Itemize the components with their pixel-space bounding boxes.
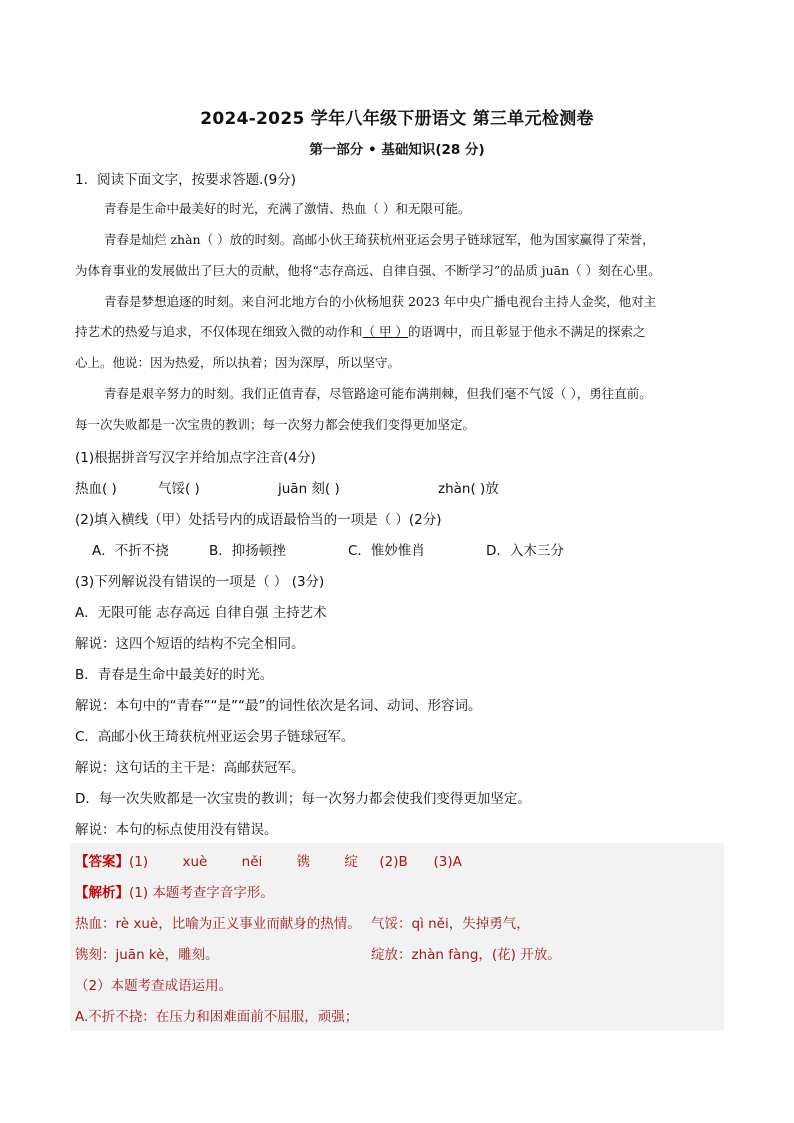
sub3-line: 解说：本句中的“青春”“是”“最”的词性依次是名词、动词、形容词。 xyxy=(75,698,482,714)
passage-line: 青春是艰辛努力的时刻。我们正值青春，尽管路途可能布满荆棘，但我们毫不气馁（ ），勇往直前。 xyxy=(104,386,652,401)
sub1-item: juān 刻( ) xyxy=(278,481,340,497)
option-b: B．抑扬顿挫 xyxy=(209,543,286,559)
passage-line: 心上。他说：因为热爱，所以执着；因为深厚，所以坚守。 xyxy=(75,355,401,370)
passage-text: 持艺术的热爱与追求，不仅体现在细致入微的动作和 xyxy=(75,324,363,339)
analysis-text: A.不折不挠：在压力和困难面前不屈服，顽强； xyxy=(75,1009,359,1025)
analysis-text: 热血：rè xuè，比喻为正义事业而献身的热情。 xyxy=(75,916,361,932)
question-stem: 1．阅读下面文字，按要求答题.(9分) xyxy=(75,172,297,188)
answer-highlight xyxy=(70,843,724,1031)
passage-line: 青春是梦想追逐的时刻。来自河北地方台的小伙杨旭获 2023 年中央广播电视台主持人金奖，他对主 xyxy=(104,294,657,309)
sub3-line: 解说：这四个短语的结构不完全相同。 xyxy=(75,636,305,652)
passage-text: 的语调中，而且彰显于他永不满足的探索之 xyxy=(407,324,646,339)
sub-question-stem: (3)下列解说没有错误的一项是（ ） (3分) xyxy=(75,574,325,590)
sub-question-stem: (1)根据拼音写汉字并给加点字注音(4分) xyxy=(75,450,316,466)
answer-tag: 【答案】 xyxy=(75,854,129,870)
analysis-text: 气馁：qì něi，失掉勇气， xyxy=(371,916,530,932)
sub1-item: 气馁( ) xyxy=(158,481,200,497)
passage-line: 每一次失败都是一次宝贵的教训；每一次努力都会使我们变得更加坚定。 xyxy=(75,417,476,432)
passage-line: 青春是生命中最美好的时光，充满了激情、热血（ ）和无限可能。 xyxy=(104,201,471,216)
sub1-item: zhàn( )放 xyxy=(438,481,499,497)
analysis-tag: 【解析】 xyxy=(75,885,129,901)
passage-line: 为体育事业的发展做出了巨大的贡献，他将“志存高远、自律自强、不断学习”的品质 juān（ ）刻在心里。 xyxy=(75,263,661,278)
sub3-line: B．青春是生命中最美好的时光。 xyxy=(75,667,274,683)
page-title: 2024-2025 学年八年级下册语文 第三单元检测卷 xyxy=(200,109,594,129)
passage-line: 青春是灿烂 zhàn（ ）放的时刻。高邮小伙王琦获杭州亚运会男子链球冠军，他为国家赢得了荣誉， xyxy=(104,232,655,247)
option-d: D．入木三分 xyxy=(486,543,564,559)
analysis-intro: (1) 本题考查字音字形。 xyxy=(129,885,274,901)
sub1-item: 热血( ) xyxy=(75,481,117,497)
sub-question-stem: (2)填入横线（甲）处括号内的成语最恰当的一项是（ ）(2分) xyxy=(75,512,442,528)
analysis-line xyxy=(75,881,274,901)
passage-line xyxy=(75,322,645,340)
sub3-line: 解说：本句的标点使用没有错误。 xyxy=(75,822,278,838)
sub3-line: C．高邮小伙王琦获杭州亚运会男子链球冠军。 xyxy=(75,729,355,745)
sub3-line: D．每一次失败都是一次宝贵的教训；每一次努力都会使我们变得更加坚定。 xyxy=(75,791,531,807)
analysis-text: （2）本题考查成语运用。 xyxy=(75,978,233,994)
option-c: C．惟妙惟肖 xyxy=(348,543,425,559)
blank-jia: （ 甲 ） xyxy=(362,324,408,339)
section-subtitle: 第一部分 • 基础知识(28 分) xyxy=(309,142,485,158)
analysis-text: 绽放：zhàn fàng，(花) 开放。 xyxy=(371,947,561,963)
answer-line xyxy=(75,850,462,870)
sub3-line: 解说：这句话的主干是：高邮获冠军。 xyxy=(75,760,305,776)
answer-content: (1) xuè něi 镌 绽 (2)B (3)A xyxy=(129,854,462,870)
option-a: A．不折不挠 xyxy=(92,543,169,559)
analysis-text: 镌刻：juān kè，雕刻。 xyxy=(75,947,219,963)
sub3-line: A．无限可能 志存高远 自律自强 主持艺术 xyxy=(75,605,327,621)
